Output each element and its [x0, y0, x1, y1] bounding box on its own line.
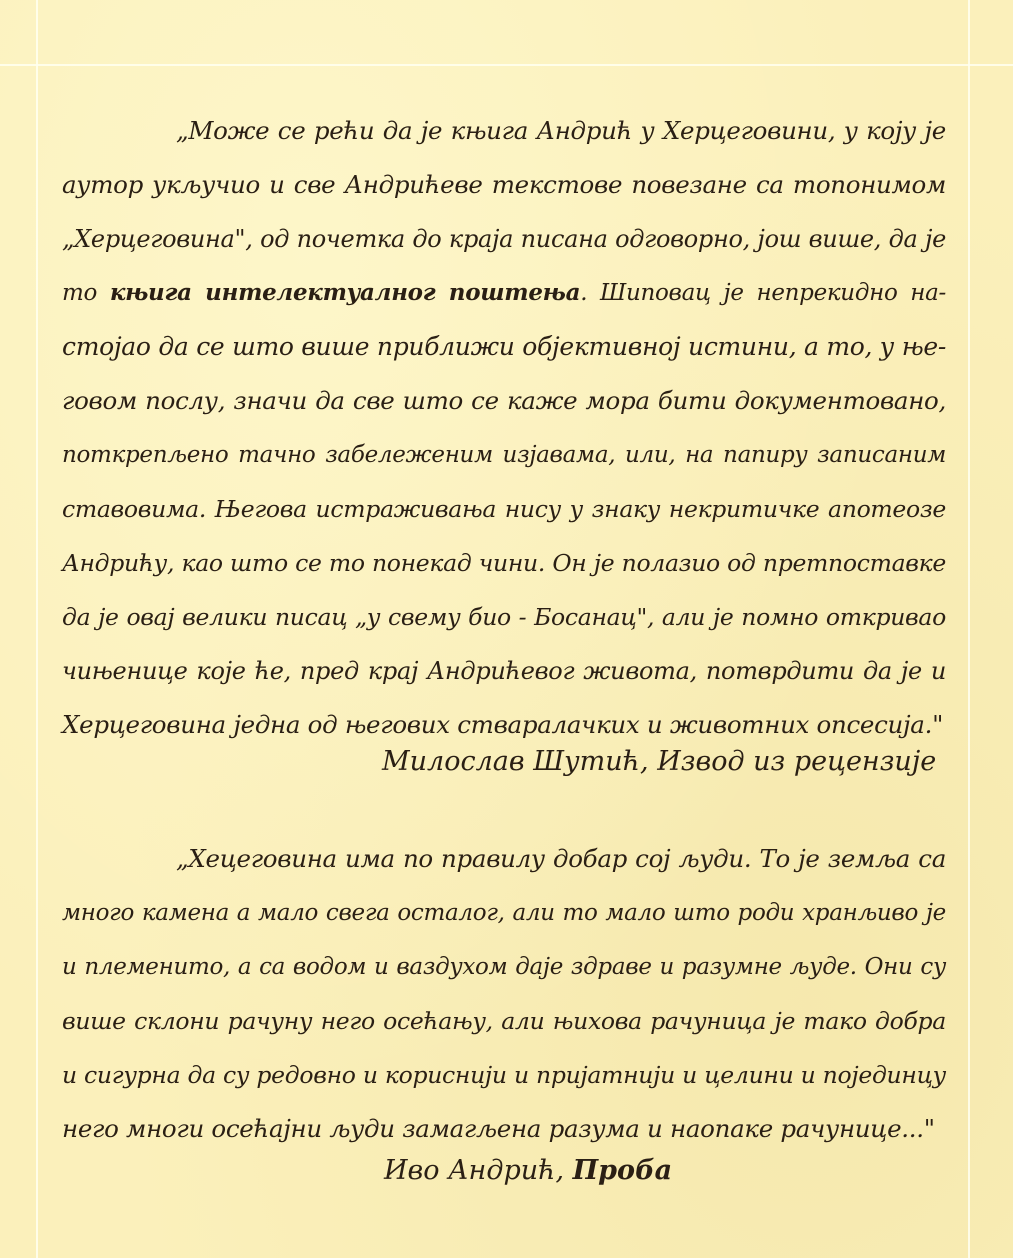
quote-line: него многи осећајни људи замагљена разума и наопаке рачунице..."	[62, 1114, 935, 1143]
quote-line: Андрићу, као што се то понекад чини. Он је полазио од претпоставке	[62, 549, 946, 577]
quote-review	[62, 104, 946, 752]
quote-line	[62, 266, 946, 320]
quote-line: ставовима. Његова истраживања нису у знаку некритичке апотеозе	[62, 495, 946, 523]
quote-line: Херцеговина једна од његових стваралачких и животних опсесија."	[62, 710, 944, 739]
quote-line: поткрепљено тачно забележеним изјавама, или, на папиру записаним	[62, 442, 946, 468]
quote-line: и сигурна да су редовно и кориснији и пријатнији и целини и појединцу	[62, 1061, 946, 1089]
quote-line-end: . Шиповац је непрекидно на-	[580, 280, 946, 306]
decorative-border-left	[36, 0, 38, 1258]
quote-line: „Може се рећи да је књига Андрић у Херцеговини, у коју је	[176, 116, 946, 145]
quote-line-start: то	[62, 280, 110, 306]
quote-line: много камена а мало свега осталог, али то мало што роди хранљиво је	[62, 900, 946, 926]
decorative-border-top	[0, 64, 1013, 66]
quote-line: аутор укључио и све Андрићеве текстове повезане са топонимом	[62, 170, 946, 199]
emphasized-phrase: књига интелектуалног поштења	[109, 279, 581, 306]
quote-line: више склони рачуну него осећању, али њихова рачуница је тако добра	[62, 1007, 946, 1035]
quote-andric	[62, 832, 946, 1156]
quote-line: чињенице које ће, пред крај Андрићевог живота, потврдити да је и	[62, 657, 946, 685]
signature-author: Иво Андрић,	[384, 1155, 573, 1186]
review-signature: Милослав Шутић, Извод из рецензије	[382, 746, 937, 777]
signature-work-title: Проба	[572, 1155, 673, 1186]
quote-line: и племенито, а са водом и ваздухом даје здраве и разумне људе. Они су	[62, 954, 946, 980]
quote-line: „Хецеговина има по правилу добар сој људи. То је земља са	[176, 844, 946, 873]
quote-line: да је овај велики писац „у свему био - Босанац", али је помно откривао	[62, 603, 946, 631]
quote-line: стојао да се што више приближи објективној истини, а то, у ње-	[62, 332, 946, 361]
andric-signature	[384, 1155, 672, 1186]
quote-line: говом послу, значи да све што се каже мора бити документовано,	[62, 386, 946, 415]
decorative-border-right	[968, 0, 970, 1258]
quote-line: „Херцеговина", од почетка до краја писана одговорно, још више, да је	[62, 225, 946, 253]
